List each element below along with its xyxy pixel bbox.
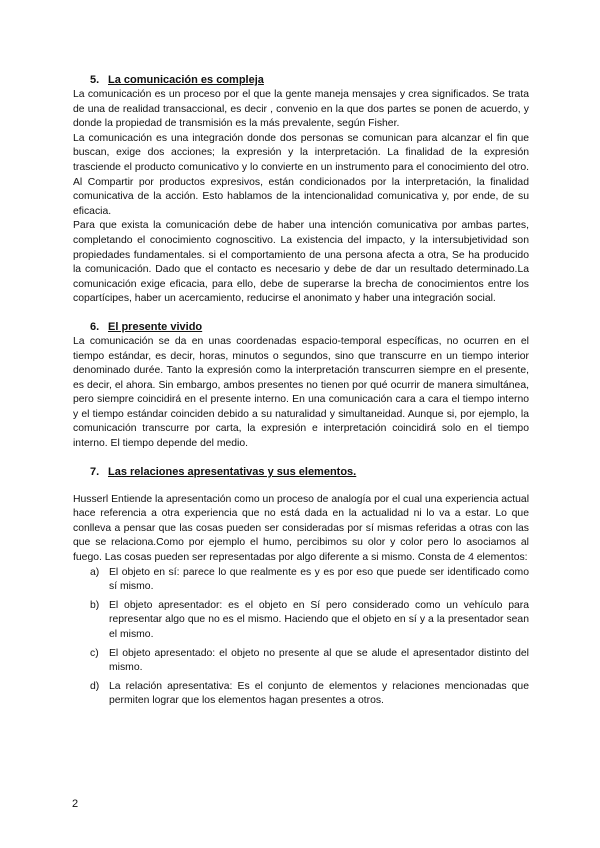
- list-item-text: El objeto en sí: parece lo que realmente es y es por eso que puede ser identificado como sí mismo.: [109, 566, 529, 593]
- list-marker: d): [90, 680, 100, 692]
- section-7-heading: [90, 465, 529, 479]
- paragraph: Husserl Entiende la apresentación como un proceso de analogía por el cual una experiencia actual hace referencia a otra experiencia que no está dada en la actualidad ni lo va a estar. Lo que conlleva a pensar que las cosas pueden ser consideradas por sí mismas referidas a otras con las que se relaciona.Como por ejemplo el humo, percibimos su olor y color pero lo asociamos al fuego. Las cosas pueden ser representadas por algo diferente a si mismo. Consta de 4 elementos:: [73, 493, 529, 564]
- section-title: El presente vivido: [108, 320, 203, 333]
- section-6-heading: [90, 320, 529, 334]
- list-marker: c): [90, 647, 99, 659]
- section-number: 7.: [90, 465, 100, 478]
- elements-list: [73, 566, 529, 709]
- section-title: La comunicación es compleja: [108, 74, 264, 86]
- paragraph: La comunicación es un proceso por el que la gente maneja mensajes y crea significados. Se trata de una de realidad transaccional, es decir , convenio en la que dos partes se ponen de acuerdo, y donde la propiedad de transmisión es la más prevalente, según Fisher.: [73, 89, 529, 130]
- list-item: [73, 680, 529, 709]
- paragraph: La comunicación es una integración donde dos personas se comunican para alcanzar el fin que buscan, exige dos acciones; la expresión y la interpretación. La finalidad de la expresión trasciende el producto comunicativo y lo convierte en un instrumento para el conocimiento del otro. Al Compartir por productos expresivos, están condicionados por la interpretación, la finalidad comunicativa de la acción. Esto hablamos de la intencionalidad comunicativa y, por ende, de su eficacia.: [73, 132, 529, 217]
- section-title: Las relaciones apresentativas y sus elementos.: [108, 465, 357, 478]
- paragraph: La comunicación se da en unas coordenadas espacio-temporal específicas, no ocurren en el tiempo estándar, es decir, horas, minutos o segundos, sino que transcurre en un tiempo interior denominado durée. Tanto la expresión como la interpretación transcurren siempre en el presente, es decir, el ahora. Sin embargo, ambos presentes no tienen por qué ocurrir de manera simultánea, pero siempre coincidirá en el presente interno. En una comunicación cara a cara el tiempo interno y el tiempo estándar coinciden debido a su naturalidad y simultaneidad. Aunque si, por ejemplo, la comunicación transcurre por carta, la expresión e interpretación coincidirá solo en el tiempo interno. El tiempo depende del medio.: [73, 335, 529, 450]
- list-marker: a): [90, 566, 100, 578]
- list-item: [73, 647, 529, 676]
- list-item-text: La relación apresentativa: Es el conjunto de elementos y relaciones mencionadas que permiten lograr que los elementos hagan presentes a otros.: [109, 680, 529, 707]
- list-item-text: El objeto apresentado: el objeto no presente al que se alude el apresentador distinto del mismo.: [109, 647, 529, 674]
- section-number: 5.: [90, 74, 100, 86]
- list-marker: b): [90, 599, 100, 611]
- paragraph: Para que exista la comunicación debe de haber una intención comunicativa por ambas partes, completando el conocimiento cognoscitivo. La existencia del impacto, y la intersubjetividad son propiedades fundamentales. si el comportamiento de una persona afecta a otra, Se ha producido la comunicación. Dado que el contacto es necesario y debe de dar un resultado determinado.La comunicación exige eficacia, para ello, debe de superarse la brecha de conocimientos entre los copartícipes, haber un acercamiento, reducirse el anonimato y haber una integración social.: [73, 220, 529, 305]
- page-number: 2: [72, 798, 79, 810]
- list-item: [73, 599, 529, 643]
- section-5-heading: [90, 73, 529, 87]
- document-page: [73, 73, 529, 713]
- section-number: 6.: [90, 320, 100, 333]
- list-item-text: El objeto apresentador: es el objeto en Sí pero considerado como un vehículo para representar algo que no es el mismo. Haciendo que el objeto en sí y a la presentador sean el mismo.: [109, 599, 529, 640]
- list-item: [73, 566, 529, 595]
